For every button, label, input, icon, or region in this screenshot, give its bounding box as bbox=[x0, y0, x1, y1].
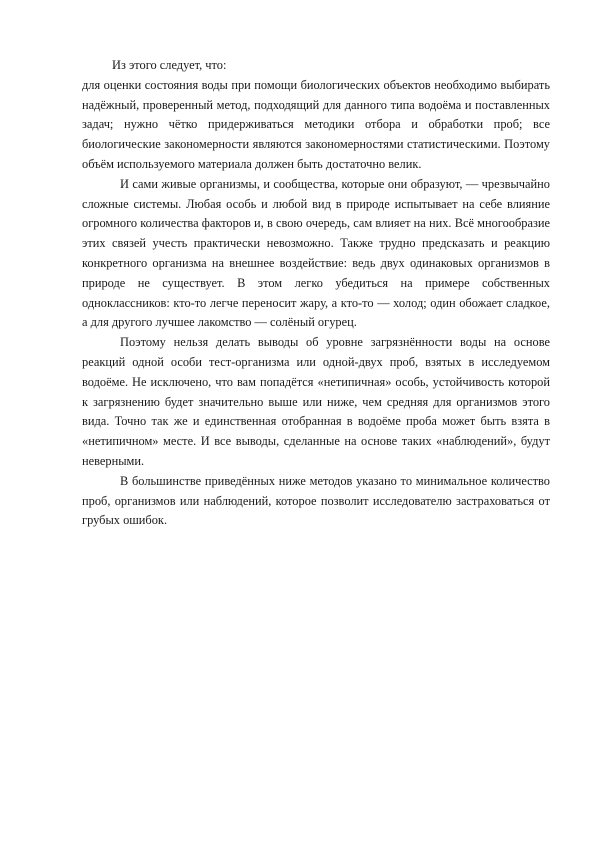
paragraph-conclusions: для оценки состояния воды при помощи биологических объектов необходимо выбирать надёжный, проверенный метод, подходящий для данного типа водоёма и поставленных задач; нужно чётко придерживаться методики отбора и обработки проб; все биологические закономерности являются закономерностями статистическими. Поэтому объём используемого материала должен быть достаточно велик. bbox=[82, 77, 550, 171]
paragraph-methods: В большинстве приведённых ниже методов указано то минимальное количество проб, организмов или наблюдений, которое позволит исследователю застраховаться от грубых ошибок. bbox=[82, 473, 550, 528]
paragraph-conclusions-caution: Поэтому нельзя делать выводы об уровне загрязнённости воды на основе реакций одной особи тест-организма или одной-двух проб, взятых в исследуемом водоёме. Не исключено, что вам попадётся «нетипичная» особь, устойчивость которой к загрязнению будет значительно выше или ниже, чем средняя для организмов этого вида. Точно так же и единственная отобранная в водоёме проба может быть взята в «нетипичном» месте. И все выводы, сделанные на основе таких «наблюдений», будут неверными. bbox=[82, 335, 550, 468]
paragraph-organisms: И сами живые организмы, и сообщества, которые они образуют, — чрезвычайно сложные системы. Любая особь и любой вид в природе испытывает на себе влияние огромного количества факторов и, в свою очередь, сам влияет на них. Всё многообразие этих связей учесть практически невозможно. Также трудно предсказать и реакцию конкретного организма на внешнее воздействие: ведь двух одинаковых организмов в природе не существует. В этом легко убедиться на примере собственных одноклассников: кто-то легче переносит жару, а кто-то — холод; один обожает сладкое, а для другого лучшее лакомство — солёный огурец. bbox=[82, 176, 550, 330]
document-body bbox=[82, 56, 550, 531]
intro-line: Из этого следует, что: bbox=[112, 58, 227, 72]
